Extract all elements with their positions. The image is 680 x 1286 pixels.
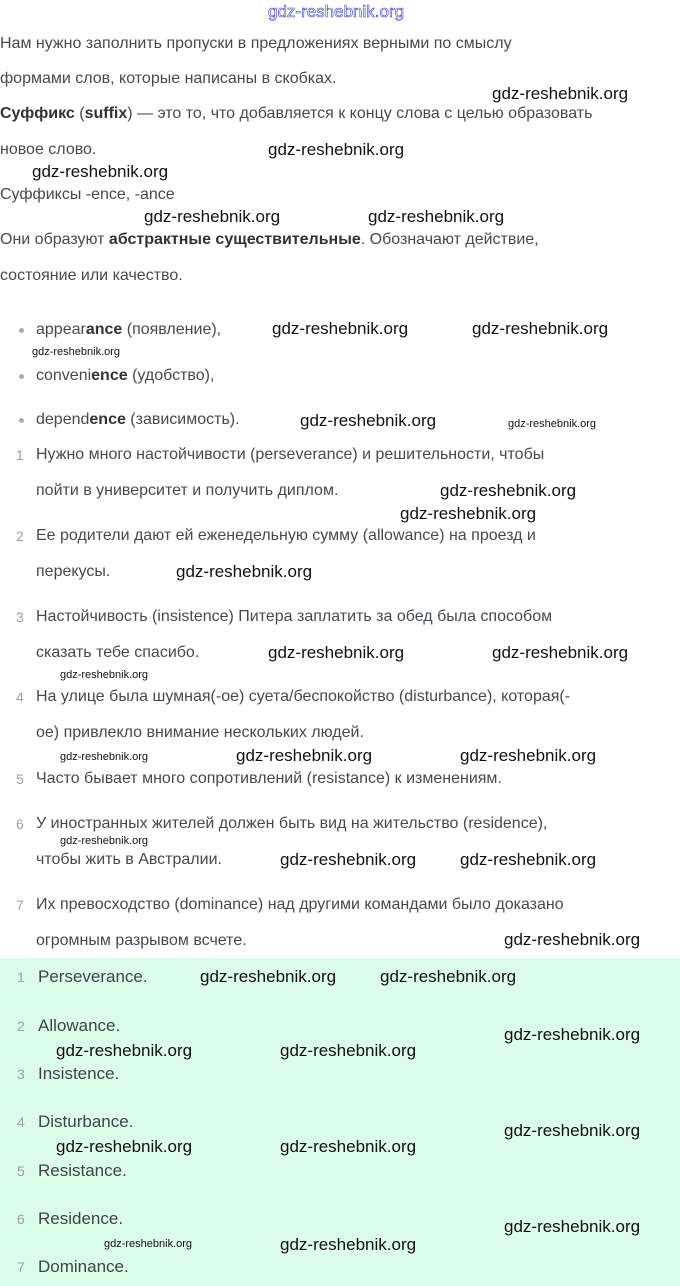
watermark: gdz-reshebnik.org bbox=[380, 967, 517, 986]
word-suffix: ance bbox=[85, 321, 123, 338]
bullet-icon bbox=[19, 374, 24, 379]
intro-line: Нам нужно заполнить пропуски в предложениях верными по смыслу bbox=[0, 35, 512, 52]
sentence-line: ое) привлекло внимание нескольких людей. bbox=[36, 724, 364, 741]
watermark: gdz-reshebnik.org bbox=[200, 967, 337, 986]
word-suffix: ence bbox=[91, 367, 128, 384]
translation: (появление), bbox=[122, 321, 222, 338]
sentence-number: 5 bbox=[16, 771, 24, 787]
term-bold: абстрактные существительные bbox=[108, 231, 361, 248]
sentence-number: 1 bbox=[16, 447, 24, 463]
answer-number: 3 bbox=[17, 1066, 25, 1082]
intro-line: формами слов, которые написаны в скобках. bbox=[0, 70, 337, 87]
answer-number: 1 bbox=[17, 969, 25, 985]
answer-text: Resistance. bbox=[38, 1161, 127, 1180]
abstract-nouns-line2: состояние или качество. bbox=[0, 267, 183, 284]
answer-text: Allowance. bbox=[38, 1016, 121, 1035]
sentence-line: огромным разрывом всчете. bbox=[36, 932, 247, 949]
bullet-icon bbox=[19, 328, 24, 333]
sentence-line: Нужно много настойчивости (perseverance) и решительности, чтобы bbox=[36, 446, 545, 463]
answer-text: Dominance. bbox=[38, 1257, 129, 1276]
sentence-line: чтобы жить в Австралии. bbox=[36, 851, 222, 868]
watermark: gdz-reshebnik.org bbox=[60, 669, 149, 681]
answer-number: 7 bbox=[17, 1259, 25, 1275]
watermark: gdz-reshebnik.org bbox=[104, 1238, 193, 1250]
watermark: gdz-reshebnik.org bbox=[400, 504, 537, 523]
answer-text: Perseverance. bbox=[38, 967, 148, 986]
watermark: gdz-reshebnik.org bbox=[176, 562, 313, 581]
watermark: gdz-reshebnik.org bbox=[56, 1041, 193, 1060]
watermark: gdz-reshebnik.org bbox=[280, 1041, 417, 1060]
translation: (зависимость). bbox=[125, 411, 240, 428]
sentence-number: 4 bbox=[16, 689, 24, 705]
translation: (удобство), bbox=[127, 367, 215, 384]
watermark: gdz-reshebnik.org bbox=[504, 1025, 641, 1044]
answer-number: 5 bbox=[17, 1163, 25, 1179]
watermark: gdz-reshebnik.org bbox=[504, 1217, 641, 1236]
sentence-line: У иностранных жителей должен быть вид на жительство (residence), bbox=[36, 815, 548, 832]
text: ( bbox=[74, 105, 85, 122]
watermark: gdz-reshebnik.org bbox=[504, 1121, 641, 1140]
watermark: gdz-reshebnik.org bbox=[504, 930, 641, 949]
watermark: gdz-reshebnik.org bbox=[368, 207, 505, 226]
example-item bbox=[36, 410, 240, 430]
watermark: gdz-reshebnik.org bbox=[236, 746, 373, 765]
watermark: gdz-reshebnik.org bbox=[280, 850, 417, 869]
suffix-definition bbox=[0, 104, 592, 124]
answer-text: Insistence. bbox=[38, 1064, 120, 1083]
suffix-definition-line2: новое слово. bbox=[0, 141, 97, 158]
example-item bbox=[36, 366, 214, 386]
answer-text: Residence. bbox=[38, 1209, 124, 1228]
watermark: gdz-reshebnik.org bbox=[280, 1137, 417, 1156]
text: . Обозначают действие, bbox=[360, 231, 539, 248]
sentence-number: 2 bbox=[16, 528, 24, 544]
term-bold: Суффикс bbox=[0, 105, 75, 122]
word-stem: depend bbox=[36, 411, 90, 428]
watermark: gdz-reshebnik.org bbox=[272, 319, 409, 338]
watermark: gdz-reshebnik.org bbox=[280, 1235, 417, 1254]
sentence-line: Их превосходство (dominance) над другими командами было доказано bbox=[36, 896, 564, 913]
watermark: gdz-reshebnik.org bbox=[300, 411, 437, 430]
watermark: gdz-reshebnik.org bbox=[492, 643, 629, 662]
sentence-line: Часто бывает много сопротивлений (resistance) к изменениям. bbox=[36, 770, 502, 787]
sentence-number: 7 bbox=[16, 897, 24, 913]
term-en: suffix bbox=[84, 105, 128, 122]
answer-text: Disturbance. bbox=[38, 1112, 134, 1131]
watermark: gdz-reshebnik.org bbox=[440, 481, 577, 500]
text: Они образуют bbox=[0, 231, 109, 248]
watermark: gdz-reshebnik.org bbox=[60, 751, 149, 763]
watermark: gdz-reshebnik.org bbox=[268, 140, 405, 159]
watermark: gdz-reshebnik.org bbox=[144, 207, 281, 226]
word-suffix: ence bbox=[89, 411, 126, 428]
sentence-line: Настойчивость (insistence) Питера заплатить за обед была способом bbox=[36, 608, 553, 625]
abstract-nouns-text bbox=[0, 230, 539, 250]
watermark-top: gdz-reshebnik.org bbox=[268, 2, 405, 21]
sentence-line: сказать тебе спасибо. bbox=[36, 644, 200, 661]
answer-number: 6 bbox=[17, 1211, 25, 1227]
watermark: gdz-reshebnik.org bbox=[268, 643, 405, 662]
sentence-line: перекусы. bbox=[36, 563, 111, 580]
watermark: gdz-reshebnik.org bbox=[492, 84, 629, 103]
text: ) — это то, что добавляется к концу слова с целью образовать bbox=[127, 105, 593, 122]
example-item bbox=[36, 320, 221, 340]
sentence-line: На улице была шумная(-ое) суета/беспокойство (disturbance), которая(- bbox=[36, 688, 571, 705]
suffixes-heading: Суффиксы -ence, -ance bbox=[0, 186, 175, 203]
watermark: gdz-reshebnik.org bbox=[60, 835, 149, 847]
watermark: gdz-reshebnik.org bbox=[32, 346, 121, 358]
answer-number: 2 bbox=[17, 1018, 25, 1034]
sentence-number: 3 bbox=[16, 609, 24, 625]
answer-number: 4 bbox=[17, 1114, 25, 1130]
sentence-line: пойти в университет и получить диплом. bbox=[36, 482, 339, 499]
watermark: gdz-reshebnik.org bbox=[460, 746, 597, 765]
word-stem: appear bbox=[36, 321, 86, 338]
word-stem: conveni bbox=[36, 367, 92, 384]
watermark: gdz-reshebnik.org bbox=[32, 162, 169, 181]
sentence-line: Ее родители дают ей еженедельную сумму (allowance) на проезд и bbox=[36, 527, 536, 544]
watermark: gdz-reshebnik.org bbox=[472, 319, 609, 338]
watermark: gdz-reshebnik.org bbox=[508, 418, 597, 430]
bullet-icon bbox=[19, 418, 24, 423]
sentence-number: 6 bbox=[16, 816, 24, 832]
watermark: gdz-reshebnik.org bbox=[460, 850, 597, 869]
watermark: gdz-reshebnik.org bbox=[56, 1137, 193, 1156]
